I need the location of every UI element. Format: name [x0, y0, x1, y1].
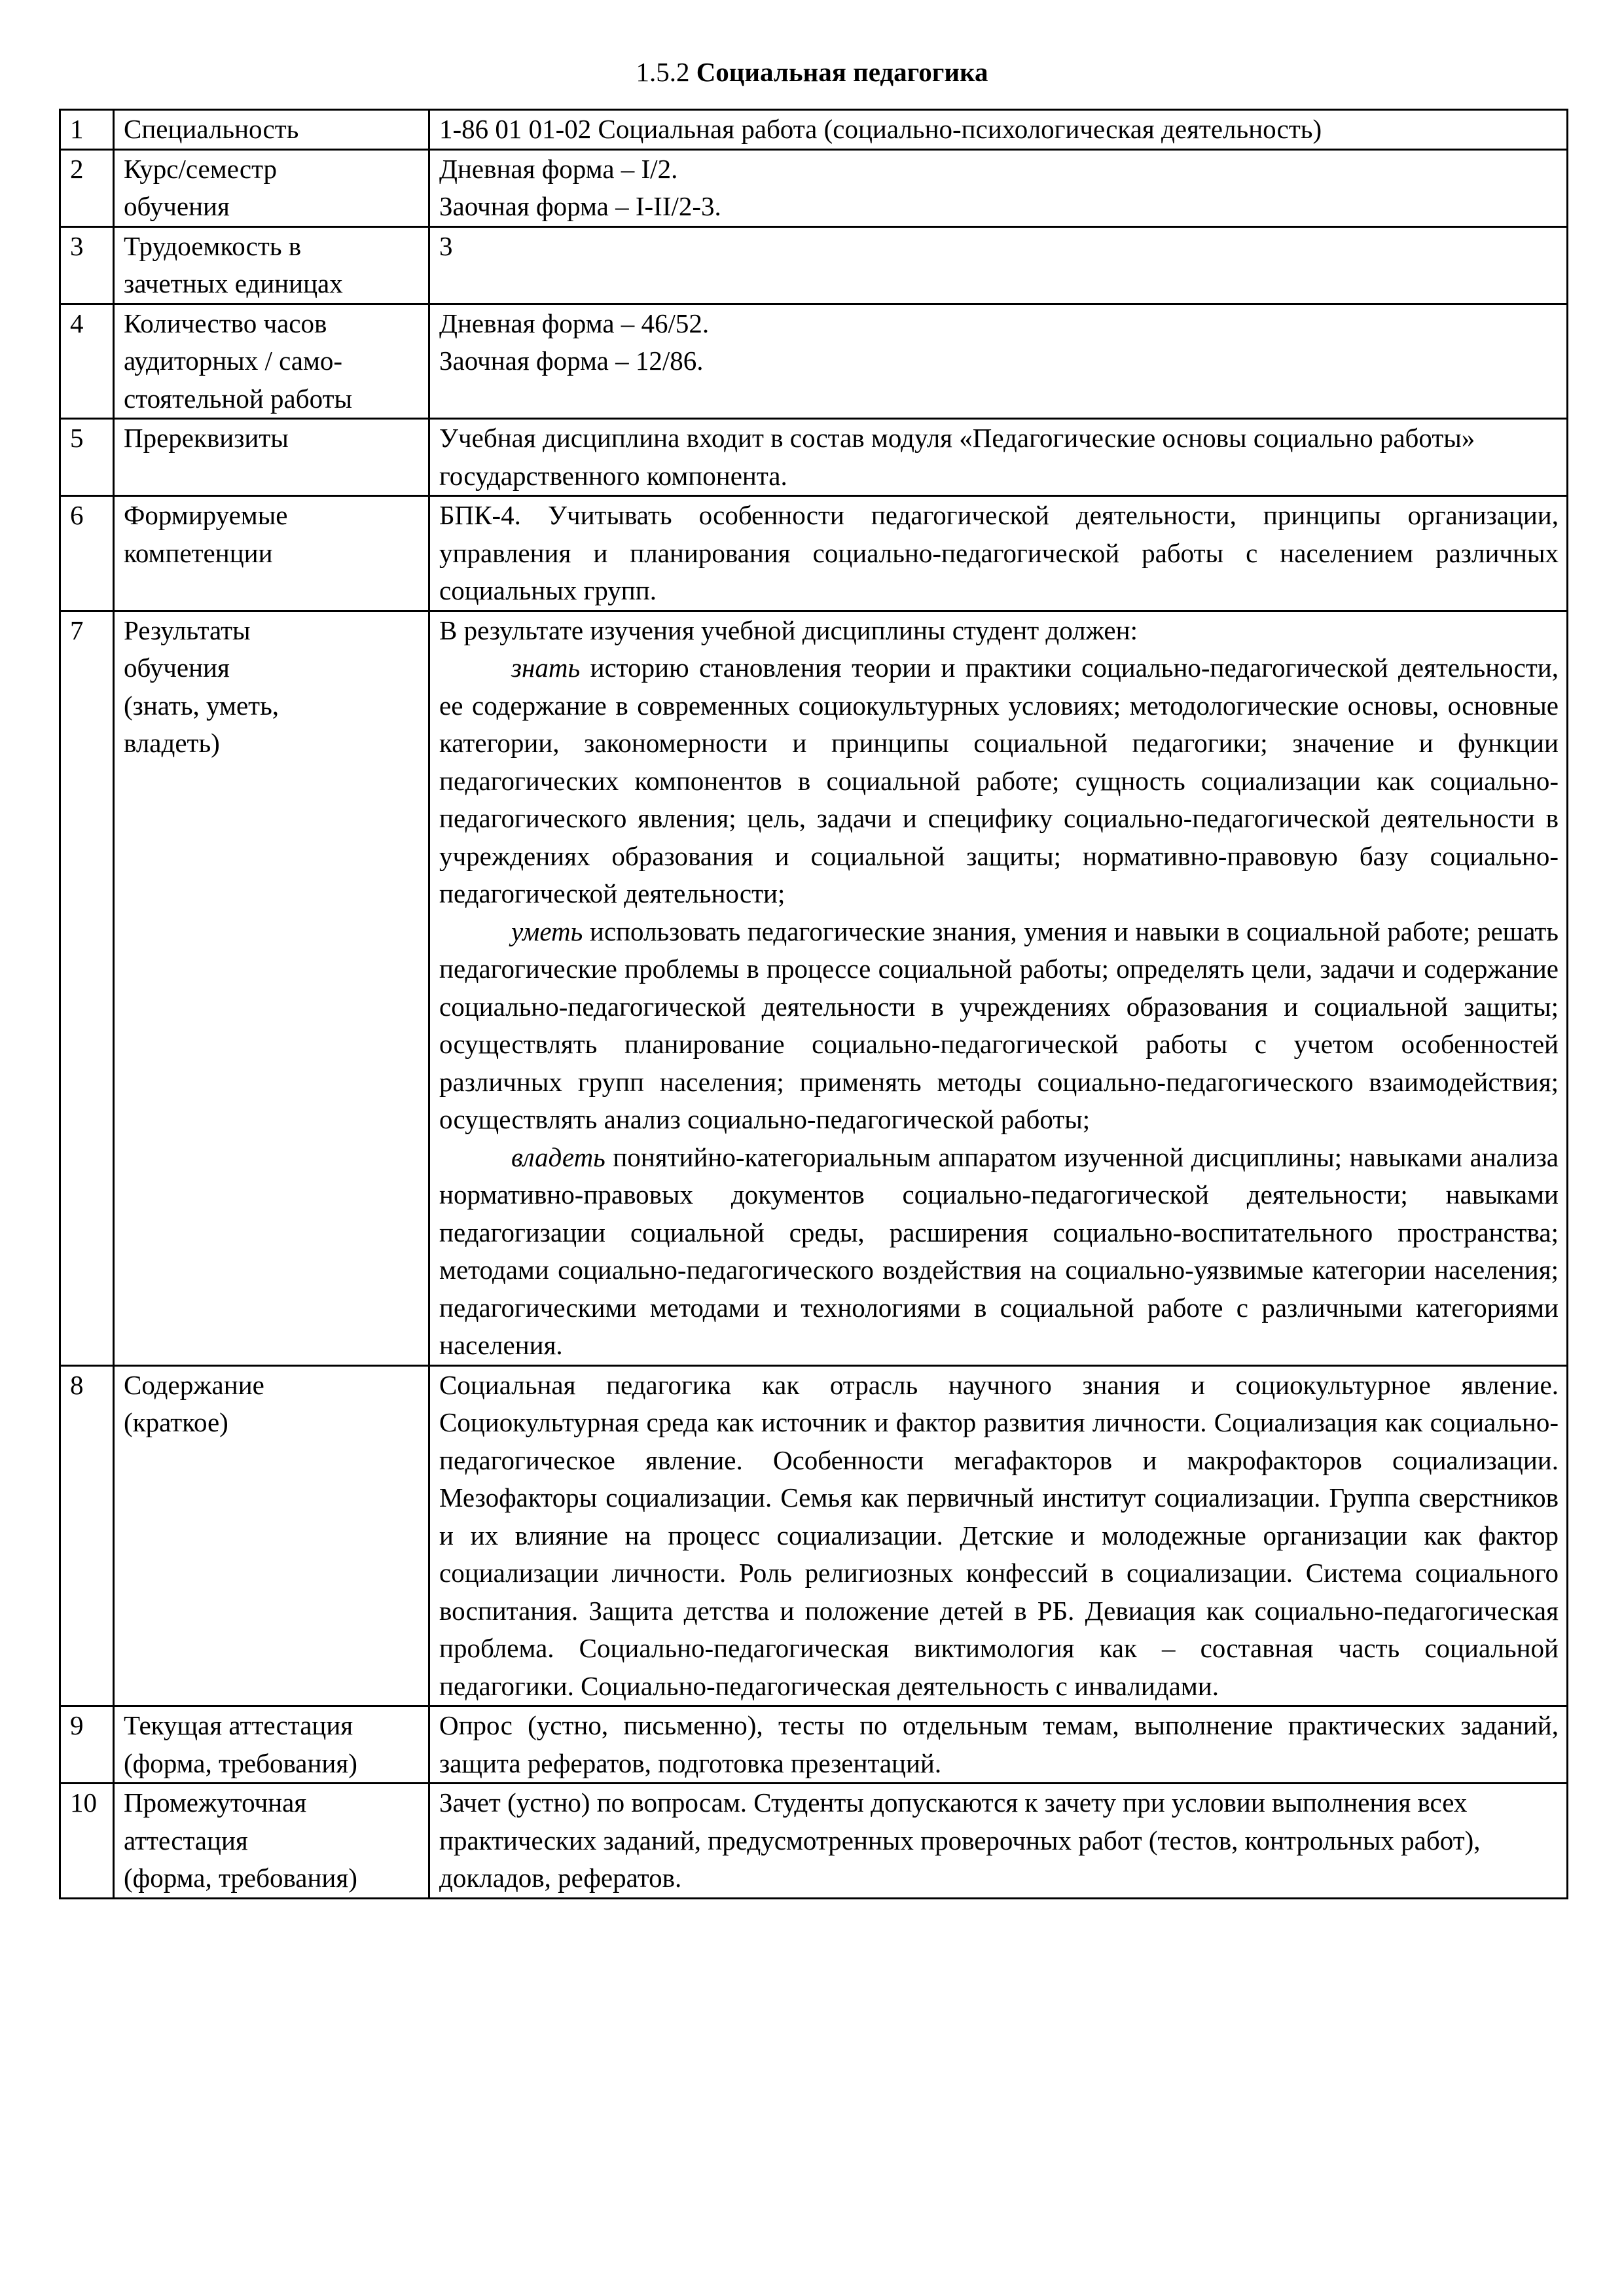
table-row-hours	[60, 304, 1568, 419]
outcome-master	[439, 1139, 1559, 1365]
outcome-know	[439, 649, 1559, 913]
row-label: Специальность	[114, 110, 429, 150]
table-row-course-semester	[60, 149, 1568, 226]
row-label: Трудоемкость в зачетных единицах	[114, 226, 429, 304]
row-number: 4	[60, 304, 114, 419]
page-title	[0, 52, 1624, 92]
row-number: 3	[60, 226, 114, 304]
row-number: 8	[60, 1365, 114, 1706]
row-number: 9	[60, 1706, 114, 1784]
row-value: Дневная форма – 46/52. Заочная форма – 12/86.	[429, 304, 1568, 419]
table-row-current-assessment	[60, 1706, 1568, 1784]
table-row-content	[60, 1365, 1568, 1706]
row-label: Формируемые компетенции	[114, 496, 429, 611]
row-label: Содержание (краткое)	[114, 1365, 429, 1706]
row-number: 7	[60, 611, 114, 1365]
row-label: Текущая аттестация (форма, требования)	[114, 1706, 429, 1784]
table-row-credits	[60, 226, 1568, 304]
row-value: Дневная форма – I/2. Заочная форма – I-II/2-3.	[429, 149, 1568, 226]
row-value: Зачет (устно) по вопросам. Студенты допускаются к зачету при условии выполнения всех практических заданий, предусмотренных проверочных работ (тестов, контрольных работ), докладов, рефератов.	[429, 1784, 1568, 1899]
row-number: 5	[60, 419, 114, 496]
row-value	[429, 611, 1568, 1365]
row-number: 6	[60, 496, 114, 611]
row-value: 1-86 01 01-02 Социальная работа (социально-психологическая деятельность)	[429, 110, 1568, 150]
row-label: Курс/семестр обучения	[114, 149, 429, 226]
outcome-can	[439, 913, 1559, 1139]
row-number: 2	[60, 149, 114, 226]
row-value: Опрос (устно, письменно), тесты по отдельным темам, выполнение практических заданий, защита рефератов, подготовка презентаций.	[429, 1706, 1568, 1784]
table-row-prerequisites	[60, 419, 1568, 496]
row-value: Социальная педагогика как отрасль научного знания и социокультурное явление. Социокультурная среда как источник и фактор развития личности. Социализация как социально-педагогическое явление. Особенности мегафакторов и макрофакторов социализации. Мезофакторы социализации. Семья как первичный институт социализации. Группа сверстников и их влияние на процесс социализации. Детские и молодежные организации как фактор социализации личности. Роль религиозных конфессий в социализации. Система социального воспитания. Защита детства и положение детей в РБ. Девиация как социально-педагогическая проблема. Социально-педагогическая виктимология как – составная часть социальной педагогики. Социально-педагогическая деятельность с инвалидами.	[429, 1365, 1568, 1706]
section-number: 1.5.2	[636, 57, 690, 87]
table-row-competencies	[60, 496, 1568, 611]
row-value: Учебная дисциплина входит в состав модуля «Педагогические основы социально работы» государственного компонента.	[429, 419, 1568, 496]
outcome-text: историю становления теории и практики социально-педагогической деятельности, ее содержание в современных социокультурных условиях; методологические основы, основные категории, закономерности и принципы социальной педагогики; значение и функции педагогических компонентов в социальной работе; сущность социализации как социально-педагогического явления; цель, задачи и специфику социально-педагогической деятельности в учреждениях образования и социальной защиты; нормативно-правовую базу социально-педагогической деятельности;	[439, 653, 1559, 908]
section-name: Социальная педагогика	[696, 57, 988, 87]
outcome-text: использовать педагогические знания, умения и навыки в социальной работе; решать педагогические проблемы в процессе социальной работы; определять цели, задачи и содержание социально-педагогической деятельности в учреждениях образования и социальной защиты; осуществлять планирование социально-педагогической работы с учетом особенностей различных групп населения; применять методы социально-педагогического взаимодействия; осуществлять анализ социально-педагогической работы;	[439, 916, 1559, 1134]
row-label: Результаты обучения (знать, уметь, владеть)	[114, 611, 429, 1365]
table-row-intermediate-assessment	[60, 1784, 1568, 1899]
row-number: 1	[60, 110, 114, 150]
row-number: 10	[60, 1784, 114, 1899]
outcome-text: понятийно-категориальным аппаратом изученной дисциплины; навыками анализа нормативно-правовых документов социально-педагогической деятельности; навыками педагогизации социальной среды, расширения социально-воспитательного пространства; методами социально-педагогического воздействия на социально-уязвимые категории населения; педагогическими методами и технологиями в социальной работе с различными категориями населения.	[439, 1141, 1559, 1360]
row-value: БПК-4. Учитывать особенности педагогической деятельности, принципы организации, управления и планирования социально-педагогической работы с населением различных социальных групп.	[429, 496, 1568, 611]
outcome-keyword: уметь	[511, 916, 583, 946]
outcome-keyword: знать	[511, 653, 581, 683]
outcome-keyword: владеть	[511, 1141, 605, 1172]
course-description-table	[59, 109, 1568, 1899]
row-label: Пререквизиты	[114, 419, 429, 496]
outcomes-intro: В результате изучения учебной дисциплины студент должен:	[439, 615, 1138, 645]
row-label: Количество часов аудиторных / само- стоятельной работы	[114, 304, 429, 419]
row-value: 3	[429, 226, 1568, 304]
row-label: Промежуточная аттестация (форма, требования)	[114, 1784, 429, 1899]
table-row-learning-outcomes	[60, 611, 1568, 1365]
table-row-specialty	[60, 110, 1568, 150]
